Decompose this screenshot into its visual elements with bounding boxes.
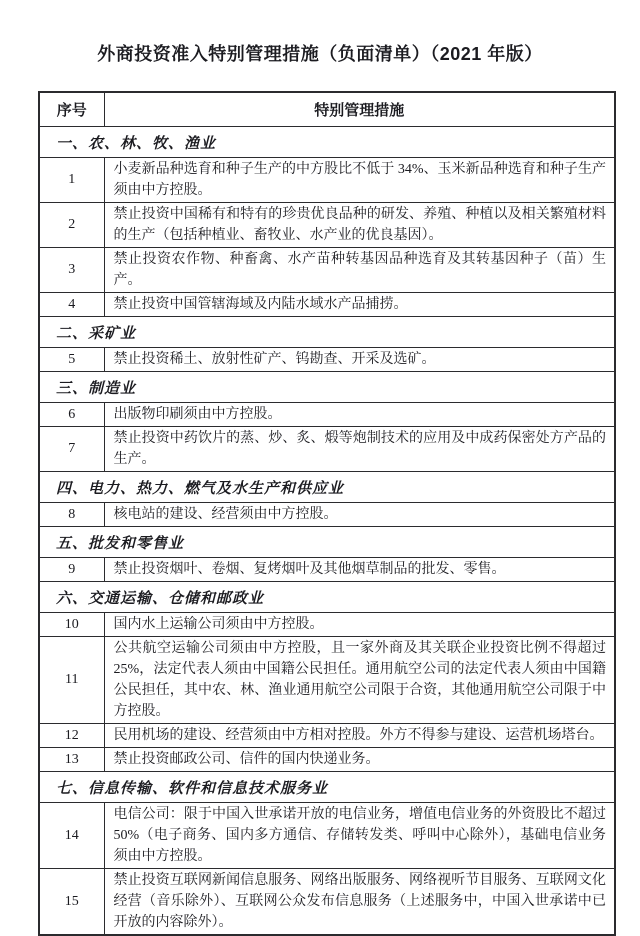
table-row <box>39 427 615 472</box>
row-serial-number: 6 <box>39 403 104 427</box>
row-serial-number: 12 <box>39 724 104 748</box>
table-row <box>39 403 615 427</box>
row-serial-number: 8 <box>39 503 104 527</box>
row-serial-number: 4 <box>39 293 104 317</box>
table-row <box>39 869 615 936</box>
table-body <box>39 127 615 936</box>
row-serial-number: 15 <box>39 869 104 936</box>
table-row <box>39 613 615 637</box>
section-label: 四、电力、热力、燃气及水生产和供应业 <box>39 472 615 503</box>
measure-text: 禁止投资邮政公司、信件的国内快递业务。 <box>104 748 615 772</box>
section-label: 一、农、林、牧、渔业 <box>39 127 615 158</box>
section-row <box>39 317 615 348</box>
section-row <box>39 582 615 613</box>
header-measures: 特别管理措施 <box>104 92 615 127</box>
measure-text: 禁止投资烟叶、卷烟、复烤烟叶及其他烟草制品的批发、零售。 <box>104 558 615 582</box>
row-serial-number: 9 <box>39 558 104 582</box>
table-header-row <box>39 92 615 127</box>
measure-text: 禁止投资稀土、放射性矿产、钨勘查、开采及选矿。 <box>104 348 615 372</box>
measure-text: 小麦新品种选育和种子生产的中方股比不低于 34%、玉米新品种选育和种子生产须由中方控股。 <box>104 158 615 203</box>
measure-text: 国内水上运输公司须由中方控股。 <box>104 613 615 637</box>
header-serial-number: 序号 <box>39 92 104 127</box>
row-serial-number: 3 <box>39 248 104 293</box>
section-row <box>39 472 615 503</box>
section-row <box>39 127 615 158</box>
table-row <box>39 748 615 772</box>
section-label: 三、制造业 <box>39 372 615 403</box>
row-serial-number: 10 <box>39 613 104 637</box>
row-serial-number: 14 <box>39 803 104 869</box>
table-row <box>39 248 615 293</box>
measure-text: 公共航空运输公司须由中方控股，且一家外商及其关联企业投资比例不得超过 25%，法定代表人须由中国籍公民担任。通用航空公司的法定代表人须由中国籍公民担任，其中农、林、渔业通用航空公司限于合资，其他通用航空公司限于中方控股。 <box>104 637 615 724</box>
measure-text: 出版物印刷须由中方控股。 <box>104 403 615 427</box>
section-label: 五、批发和零售业 <box>39 527 615 558</box>
table-row <box>39 724 615 748</box>
section-row <box>39 772 615 803</box>
measure-text: 核电站的建设、经营须由中方控股。 <box>104 503 615 527</box>
page-title: 外商投资准入特别管理措施（负面清单）（2021 年版） <box>97 44 543 64</box>
row-serial-number: 7 <box>39 427 104 472</box>
section-label: 七、信息传输、软件和信息技术服务业 <box>39 772 615 803</box>
table-row <box>39 293 615 317</box>
table-row <box>39 348 615 372</box>
measure-text: 电信公司：限于中国入世承诺开放的电信业务，增值电信业务的外资股比不超过 50%（电子商务、国内多方通信、存储转发类、呼叫中心除外），基础电信业务须由中方控股。 <box>104 803 615 869</box>
row-serial-number: 11 <box>39 637 104 724</box>
row-serial-number: 13 <box>39 748 104 772</box>
measure-text: 禁止投资中国管辖海域及内陆水域水产品捕捞。 <box>104 293 615 317</box>
section-label: 六、交通运输、仓储和邮政业 <box>39 582 615 613</box>
row-serial-number: 5 <box>39 348 104 372</box>
measure-text: 禁止投资互联网新闻信息服务、网络出版服务、网络视听节目服务、互联网文化经营（音乐除外）、互联网公众发布信息服务（上述服务中，中国入世承诺中已开放的内容除外）。 <box>104 869 615 936</box>
section-label: 二、采矿业 <box>39 317 615 348</box>
table-row <box>39 637 615 724</box>
section-row <box>39 527 615 558</box>
measure-text: 禁止投资中药饮片的蒸、炒、炙、煅等炮制技术的应用及中成药保密处方产品的生产。 <box>104 427 615 472</box>
table-row <box>39 558 615 582</box>
negative-list-table <box>38 91 616 936</box>
table-row <box>39 158 615 203</box>
row-serial-number: 2 <box>39 203 104 248</box>
table-row <box>39 503 615 527</box>
row-serial-number: 1 <box>39 158 104 203</box>
table-row <box>39 203 615 248</box>
measure-text: 民用机场的建设、经营须由中方相对控股。外方不得参与建设、运营机场塔台。 <box>104 724 615 748</box>
section-row <box>39 372 615 403</box>
measure-text: 禁止投资农作物、种畜禽、水产苗种转基因品种选育及其转基因种子（苗）生产。 <box>104 248 615 293</box>
measure-text: 禁止投资中国稀有和特有的珍贵优良品种的研发、养殖、种植以及相关繁殖材料的生产（包括种植业、畜牧业、水产业的优良基因）。 <box>104 203 615 248</box>
table-row <box>39 803 615 869</box>
